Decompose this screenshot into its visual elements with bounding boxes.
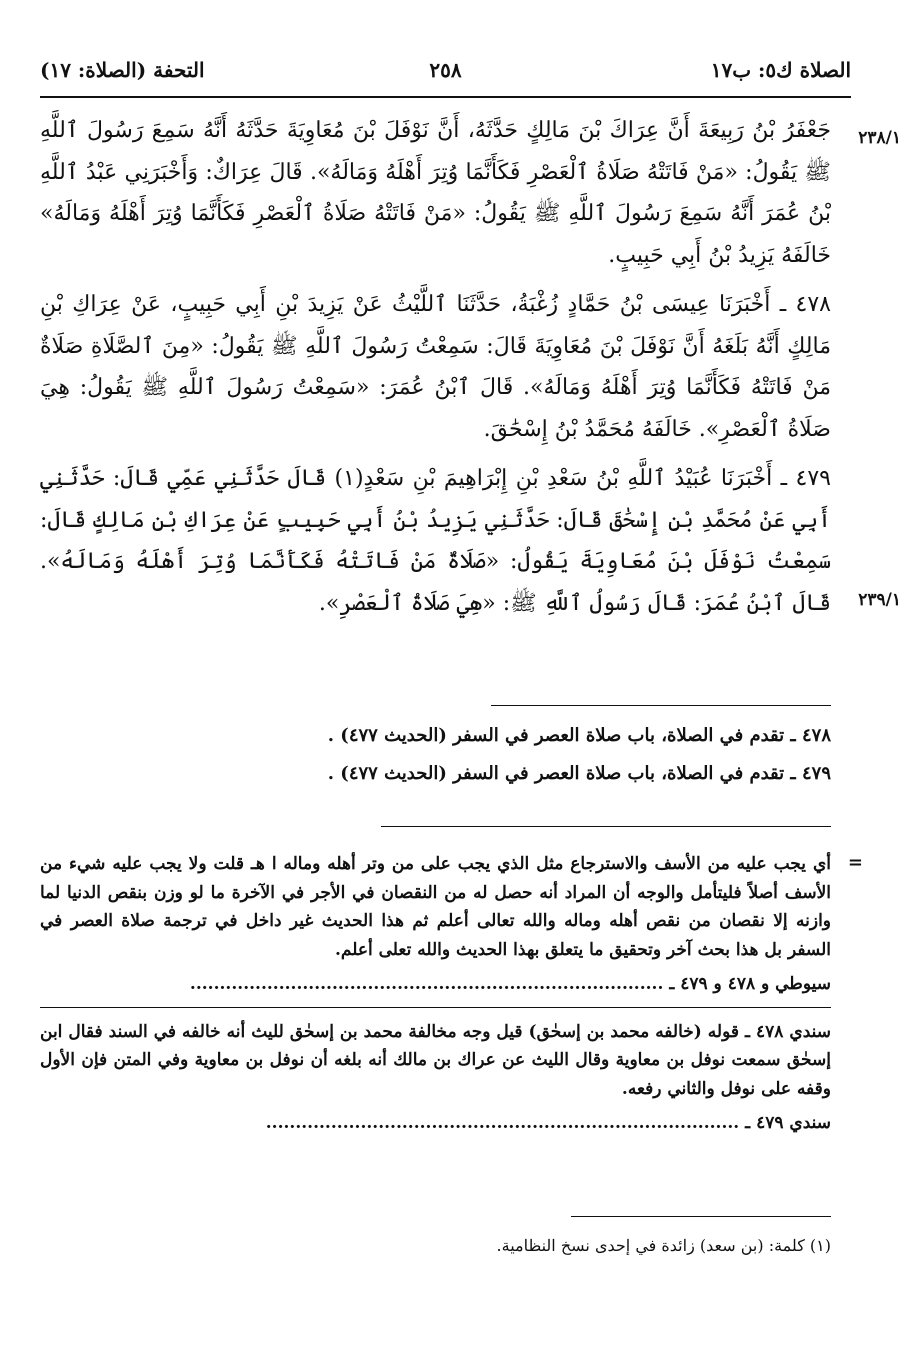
- footnote-1: (١) كلمة: (بن سعد) زائدة في إحدى نسخ النظامية.: [496, 1236, 831, 1255]
- commentary-divider: [381, 826, 831, 827]
- note-478: ٤٧٨ ـ تقدم في الصلاة، باب صلاة العصر في السفر (الحديث ٤٧٧) .: [327, 725, 831, 746]
- header-divider: [40, 96, 851, 98]
- tuhfa-ref: التحفة (الصلاة: ١٧): [40, 58, 205, 82]
- commentary: [40, 850, 831, 1146]
- suyuti-line: [40, 970, 831, 999]
- commentary-continued: أي يجب عليه من الأسف والاسترجاع مثل الذي يجب على من وتر أهله وماله ا هـ قلت ولا يجب عليه شيء من الأسف أصلاً فليتأمل والوجه أن المراد أنه حصل له من النقصان في الأجر في الآخرة ما لو وزن بنقص الدنيا لما وازنه إلا نقصان من نقص أهله وماله والله تعالى أعلم ثم هذا الحديث غير داخل في ترجمة صلاة العصر في السفر بل هذا بحث آخر وتحقيق ما يتعلق بهذا الحديث والله تعلى أعلم.: [40, 854, 831, 960]
- sindi-dots: ................................................................................: [265, 1113, 740, 1133]
- footnote: [40, 1236, 831, 1255]
- sindi-479-line: [40, 1109, 831, 1138]
- hadith-477-end: جَعْفَرُ بْنُ رَبِيعَةَ أَنَّ عِرَاكَ بْنَ مَالِكٍ حَدَّثَهُ، أَنَّ نَوْفَلَ بْنَ مُعَاوِيَةَ حَدَّثَهُ أَنَّهُ سَمِعَ رَسُولَ ٱللَّهِ ﷺ يَقُولُ: «مَنْ فَاتَتْهُ صَلَاةُ ٱلْعَصْرِ فَكَأَنَّمَا وُتِرَ أَهْلَهُ وَمَالَهُ». قَالَ عِرَاكٌ: وَأَخْبَرَنِي عَبْدُ ٱللَّهِ بْنُ عُمَرَ أَنَّهُ سَمِعَ رَسُولَ ٱللَّهِ ﷺ يَقُولُ: «مَنْ فَاتَتْهُ صَلَاةُ ٱلْعَصْرِ فَكَأَنَّمَا وُتِرَ أَهْلَهُ وَمَالَهُ» خَالَفَهُ يَزِيدُ بْنُ أَبِي حَبِيبٍ.: [40, 118, 831, 268]
- margin-ref-239: ٢٣٩/١: [858, 590, 901, 610]
- page-header: [40, 58, 851, 88]
- main-text: [40, 110, 831, 632]
- takhrij-notes: [40, 722, 831, 798]
- continuation-mark: =: [847, 852, 863, 873]
- margin-ref-238: ٢٣٨/١: [858, 128, 901, 148]
- suyuti-dots: ................................................................................: [189, 974, 664, 994]
- page-number: ٢٥٨: [429, 58, 462, 82]
- hadith-478: ٤٧٨ ـ أَخْبَرَنَا عِيسَى بْنُ حَمَّادٍ زُغْبَةُ، حَدَّثَنَا ٱللَّيْثُ عَنْ يَزِيدَ بْنِ أَبِي حَبِيبٍ، عَنْ عِرَاكِ بْنِ مَالِكٍ أَنَّهُ بَلَغَهُ أَنَّ نَوْفَلَ بْنَ مُعَاوِيَةَ قَالَ: سَمِعْتُ رَسُولَ ٱللَّهِ ﷺ يَقُولُ: «مِنَ ٱلصَّلَاةِ صَلَاةٌ مَنْ فَاتَتْهُ فَكَأَنَّمَا وُتِرَ أَهْلَهُ وَمَالَهُ». قَالَ ٱبْنُ عُمَرَ: «سَمِعْتُ رَسُولَ ٱللَّهِ ﷺ يَقُولُ: هِيَ صَلَاةُ ٱلْعَصْرِ». خَالَفَهُ مُحَمَّدُ بْنُ إِسْحَٰقَ.: [40, 292, 831, 442]
- notes-divider: [491, 705, 831, 706]
- note-479: ٤٧٩ ـ تقدم في الصلاة، باب صلاة العصر في السفر (الحديث ٤٧٧) .: [327, 763, 831, 784]
- sindi-479-label: سندي ٤٧٩ ـ: [745, 1113, 831, 1133]
- sindi-478: سندي ٤٧٨ ـ قوله (خالفه محمد بن إسحٰق) قيل وجه مخالفة محمد بن إسحٰق لليث أنه خالفه في السند فقال ابن إسحٰق سمعت نوفل بن معاوية وقال الليث عن عراك بن مالك أنه بلغه أن نوفل بن معاوية وفي المتن فإن الأول وقفه على نوفل والثاني رفعه.: [40, 1021, 831, 1099]
- footnote-divider: [571, 1216, 831, 1217]
- suyuti-label: سيوطي و ٤٧٨ و ٤٧٩ ـ: [669, 974, 831, 994]
- chapter-ref: الصلاة ك٥: ب١٧: [710, 58, 851, 82]
- commentary-separator: [40, 1007, 831, 1008]
- hadith-479: ٤٧٩ ـ أَخْبَرَنَا عُبَيْدُ ٱللَّهِ بْنُ سَعْدِ بْنِ إِبْرَاهِيمَ بْنِ سَعْدٍ(١) قَالَ حَدَّثَنِي عَمِّي قَالَ: حَدَّثَنِي أَبِي عَنْ مُحَمَّدِ بْنِ إِسْحَٰقَ قَالَ: حَدَّثَنِي يَزِيدُ بْنُ أَبِي حَبِيبٍ عَنْ عِرَاكِ بْنِ مَالِكٍ قَالَ: سَمِعْتُ نَوْفَلَ بْنَ مُعَاوِيَةَ يَقُولُ: «صَلَاةٌ مَنْ فَاتَتْهُ فَكَأَنَّمَا وُتِرَ أَهْلَهُ وَمَالَهُ». قَالَ ٱبْنُ عُمَرَ: قَالَ رَسُولُ ٱللَّهِ ﷺ: «هِيَ صَلَاةُ ٱلْعَصْرِ».: [40, 466, 831, 616]
